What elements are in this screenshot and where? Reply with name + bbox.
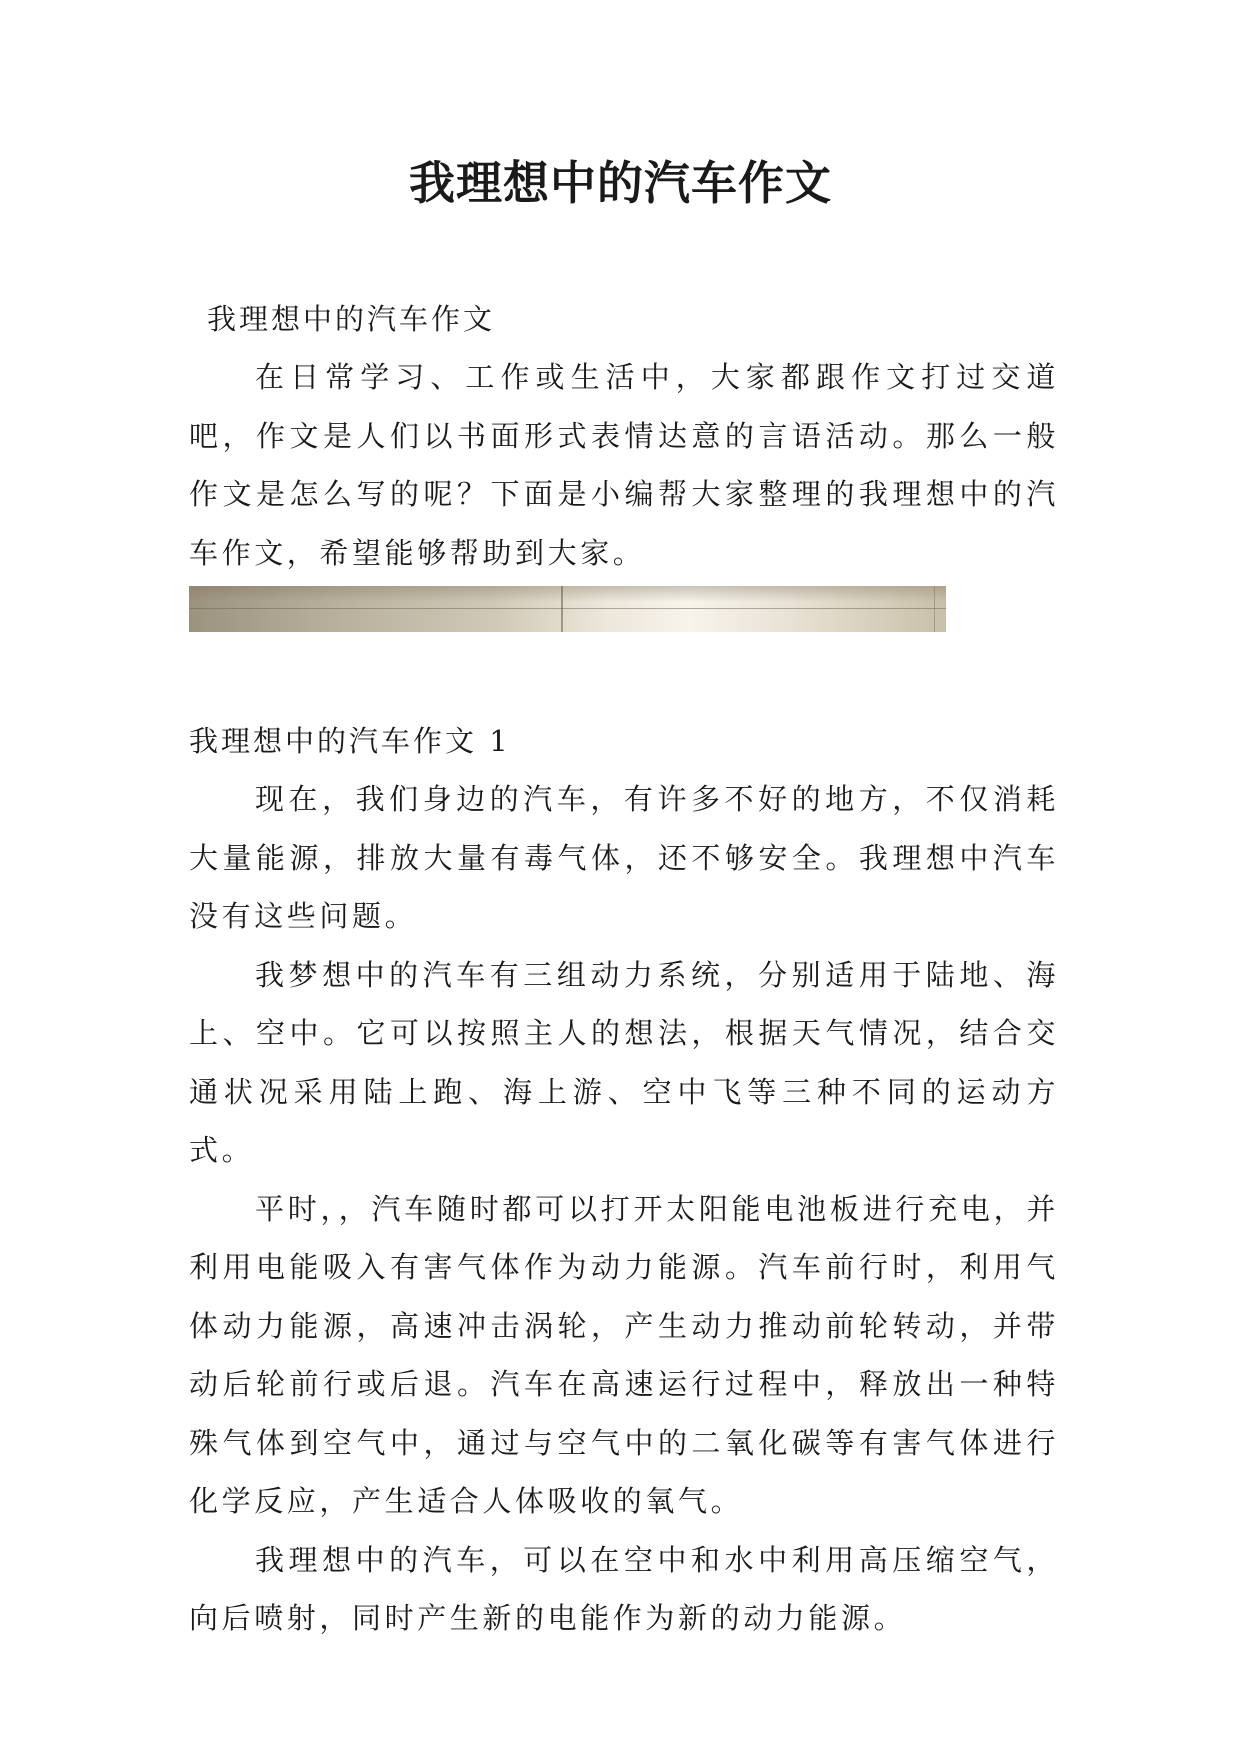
body-paragraph-2: 我梦想中的汽车有三组动力系统，分别适用于陆地、海上、空中。它可以按照主人的想法，根据天气情况，结合交通状况采用陆上跑、海上游、空中飞等三种不同的运动方式。	[189, 957, 1059, 1167]
section-heading: 我理想中的汽车作文 1	[189, 724, 511, 758]
document-subtitle: 我理想中的汽车作文	[207, 302, 496, 336]
page-title: 我理想中的汽车作文	[409, 156, 832, 210]
intro-paragraph: 在日常学习、工作或生活中，大家都跟作文打过交道吧，作文是人们以书面形式表情达意的言语活动。那么一般作文是怎么写的呢？下面是小编帮大家整理的我理想中的汽车作文，希望能够帮助到大家。	[189, 360, 1059, 570]
body-paragraph-3: 平时，，汽车随时都可以打开太阳能电池板进行充电，并利用电能吸入有害气体作为动力能源。汽车前行时，利用气体动力能源，高速冲击涡轮，产生动力推动前轮转动，并带动后轮前行或后退。汽车在高速运行过程中，释放出一种特殊气体到空气中，通过与空气中的二氧化碳等有害气体进行化学反应，产生适合人体吸收的氧气。	[189, 1191, 1059, 1518]
body-paragraph-4: 我理想中的汽车，可以在空中和水中利用高压缩空气，向后喷射，同时产生新的电能作为新的动力能源。	[189, 1542, 1059, 1635]
document-body	[189, 290, 1059, 1648]
body-paragraph-1: 现在，我们身边的汽车，有许多不好的地方，不仅消耗大量能源，排放大量有毒气体，还不够安全。我理想中汽车没有这些问题。	[189, 782, 1059, 933]
decorative-photo-strip	[189, 586, 946, 632]
